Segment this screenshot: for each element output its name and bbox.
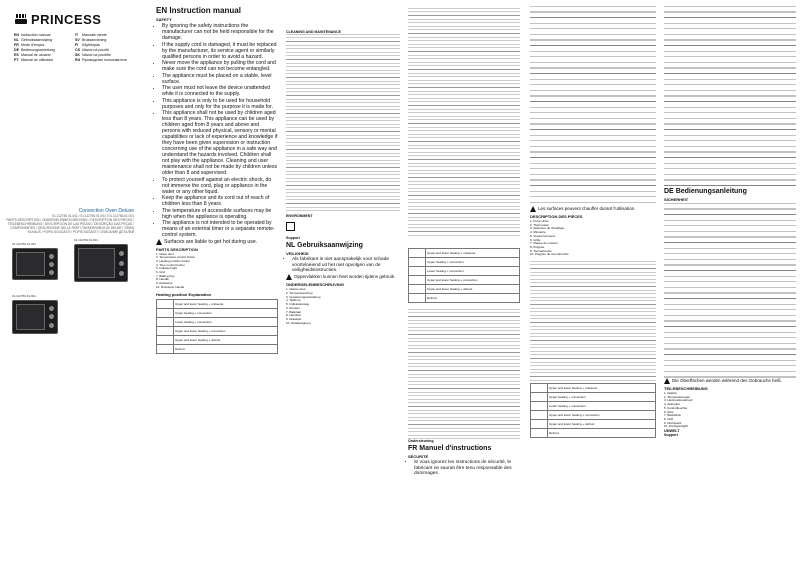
- language-code: PT: [14, 58, 19, 62]
- heating-explanation: Lower heating + convection: [426, 267, 520, 276]
- heating-explanation: Upper and lower heating + convection: [426, 276, 520, 285]
- language-item: [14, 58, 69, 63]
- language-name: Manuale utente: [82, 33, 107, 37]
- part-item: 4. Time control button: [156, 262, 185, 267]
- language-name: Bruksanvisning: [82, 38, 107, 42]
- heating-explanation: Upper heating + convection: [548, 393, 656, 402]
- en-code: EN: [156, 6, 168, 15]
- heating-explanation: Upper and lower heating + convection: [548, 411, 656, 420]
- safety-item: • The temperature of accessible surfaces may be high when the appliance is operating.: [162, 208, 278, 220]
- part-item: 9. Drehspieß: [664, 420, 682, 425]
- language-code: ES: [14, 53, 19, 57]
- part-item: 7. Baking tray: [156, 273, 175, 278]
- heating-row: [531, 420, 656, 429]
- nl-parts-list: [286, 288, 400, 325]
- part-item: 5. Indicator light: [156, 266, 178, 271]
- language-code: RU: [75, 58, 81, 62]
- language-name: Instruction manual: [21, 33, 51, 37]
- part-item: 1. Glazen deur: [286, 287, 306, 292]
- fr-safety-text: [530, 6, 656, 206]
- heating-explanation: Lower heating + convection: [174, 317, 278, 326]
- heating-row: [157, 335, 278, 344]
- heating-explanation: Lower heating + convection: [548, 402, 656, 411]
- warning-text: Surfaces are liable to get hot during use.: [164, 238, 258, 245]
- heating-symbol-cell: [409, 258, 426, 267]
- part-item: 1. Porte vitrée: [530, 219, 549, 223]
- heating-symbol-cell: [157, 335, 174, 344]
- fr-warning: Les surfaces peuvent chauffer durant l'utilisation.: [530, 206, 656, 212]
- safety-item: • The appliance is not intended to be operated by means of an external timer or a separate remote-control system.: [162, 220, 278, 238]
- language-code: SV: [75, 38, 80, 42]
- part-item: 3. Heizpositionsknopf: [664, 398, 693, 403]
- part-item: 2. Thermostat: [530, 222, 549, 227]
- language-name: Mode d'emploi: [21, 43, 45, 47]
- part-item: 2. Temperaturregler: [664, 394, 691, 399]
- language-list: [14, 33, 130, 63]
- heating-row: [409, 276, 520, 285]
- heating-row: [531, 384, 656, 393]
- heating-symbol-cell: [409, 294, 426, 303]
- nl-heading: NL Gebruiksaanwijzing: [286, 242, 363, 249]
- heating-row: [157, 299, 278, 308]
- language-code: FR: [14, 43, 19, 47]
- warning-icon: [286, 274, 292, 280]
- part-item: 10. Rotisserie handle: [156, 284, 185, 289]
- heating-explanation: Defrost: [174, 344, 278, 353]
- oven-image-2: [74, 244, 128, 282]
- language-code: SK: [75, 53, 80, 57]
- model-list: 01.112750.01.001 / 01.112760.01.001 / 01.112766.01.001: [52, 214, 134, 218]
- nl-warning: Oppervlakken kunnen heet worden tijdens gebruik.: [286, 274, 400, 280]
- cleaning-heading: CLEANING AND MAINTENANCE: [286, 30, 341, 34]
- nl-heating-table: [408, 248, 520, 303]
- fr-parts-list: [530, 220, 656, 257]
- warning-icon: [530, 206, 536, 212]
- language-name: Manual de utilizador: [21, 58, 54, 62]
- part-item: 8. Griff: [664, 416, 673, 421]
- nl-body-text: [408, 8, 520, 238]
- part-item: 10. Poignée de tournebroche: [530, 252, 569, 257]
- fr-safety-list: • Si vous ignorez les instructions de sécurité, le fabricant ne saurait être tenu responsable des dommages.: [408, 460, 520, 477]
- nl-continued-column: [404, 0, 524, 575]
- heating-row: [157, 326, 278, 335]
- parts-heading: PARTS DESCRIPTION: [156, 246, 198, 252]
- support-heading: Support: [286, 236, 300, 240]
- de-environment-heading: UMWELT: [664, 429, 680, 434]
- part-item: 4. Tijdknop: [286, 298, 301, 303]
- heating-row: [409, 267, 520, 276]
- heating-row: [409, 249, 520, 258]
- heating-explanation: Upper heating + convection: [174, 308, 278, 317]
- brand-logo: [14, 12, 130, 27]
- nl-cleaning-text: [408, 309, 520, 439]
- heating-explanation: Upper and lower heating + defrost: [174, 335, 278, 344]
- en-body-text: [286, 34, 400, 214]
- safety-item: • The appliance must be placed on a stable, level surface.: [162, 73, 278, 85]
- heating-row: [157, 344, 278, 353]
- safety-item: • This appliance is only to be used for household purposes and only for the purpose it is made for.: [162, 98, 278, 110]
- en-column: [150, 0, 282, 575]
- safety-item: • If the supply cord is damaged, it must be replaced by the manufacturer, its service agent or similarly qualified persons in order to avoid a hazard.: [162, 42, 278, 60]
- en-title: Instruction manual: [169, 6, 241, 15]
- heating-explanation: Upper and lower heating + defrost: [548, 420, 656, 429]
- heating-symbol-cell: [409, 276, 426, 285]
- heating-row: [409, 285, 520, 294]
- brand-name: PRINCESS: [31, 12, 102, 27]
- safety-item: • Keep the appliance and its cord out of reach of children less than 8 years.: [162, 195, 278, 207]
- heating-explanation: Upper and lower heating + rotisserie: [548, 384, 656, 393]
- heating-symbol-cell: [157, 344, 174, 353]
- part-item: 5. Indicatielampje: [286, 302, 310, 307]
- product-name: Convection Oven Deluxe: [78, 208, 134, 214]
- fr-heading: FR Manuel d'instructions: [408, 445, 492, 452]
- environment-heading: ENVIRONMENT: [286, 214, 313, 218]
- figure-label-1: 01.112750.01.001: [12, 242, 36, 246]
- safety-item: • This appliance shall not be used by children aged less than 8 years. This appliance can be used by children aged from 8 years and above and persons with reduced physical, sensory or mental capabilities or lack of experience and knowledge if they have been given supervision or instruction concerning use of the appliance in a safe way and understand the hazards involved. Children shall not play with the appliance. Cleaning and user maintenance shall not be made by children unless older than 8 and supervised.: [162, 110, 278, 176]
- heating-symbol-cell: [409, 249, 426, 258]
- heating-explanation: Defrost: [426, 294, 520, 303]
- safety-item: • By ignoring the safety instructions the manufacturer can not be held responsible for the damage.: [162, 23, 278, 41]
- part-item: 1. Glastür: [664, 391, 678, 395]
- part-item: 1. Glass door: [156, 251, 174, 256]
- warning-icon: [156, 239, 162, 245]
- heating-symbol-cell: [531, 420, 548, 429]
- fr-heating-table: [530, 383, 656, 438]
- safety-item: • The user must not leave the device unattended while it is connected to the supply.: [162, 85, 278, 97]
- heating-symbol-cell: [157, 326, 174, 335]
- part-item: 8. Handle: [156, 277, 169, 282]
- part-item: 4. Zeitregler: [664, 402, 681, 407]
- part-item: 6. Rost: [664, 409, 674, 414]
- part-item: 3. Sélecteur de chauffage: [530, 226, 565, 231]
- nl-parts-heading: ONDERDELENBESCHRIJVING: [286, 282, 345, 288]
- heating-row: [157, 317, 278, 326]
- oven-image-1: [12, 248, 58, 280]
- heating-row: [531, 393, 656, 402]
- part-item: 7. Backblech: [664, 413, 682, 418]
- safety-list: [156, 23, 278, 238]
- nl-support-heading: Ondersteuning: [408, 439, 434, 443]
- language-code: EN: [14, 33, 19, 37]
- heating-symbol-cell: [409, 267, 426, 276]
- en-usage-column: [282, 0, 404, 575]
- part-item: 9. Rotisserie: [156, 281, 173, 286]
- heating-symbol-cell: [531, 393, 548, 402]
- heating-symbol-cell: [531, 411, 548, 420]
- heating-heading: Heating position Explanation: [156, 291, 212, 297]
- heating-row: [409, 258, 520, 267]
- heating-explanation: Upper and lower heating + defrost: [426, 285, 520, 294]
- heating-table: [156, 299, 278, 354]
- fr-column: [524, 0, 660, 575]
- model-numbers: [4, 214, 134, 234]
- part-item: 8. Poignée: [530, 244, 545, 249]
- fr-safety-heading: SÉCURITÉ: [408, 454, 429, 459]
- part-item: 3. Verwarmingsstandknop: [286, 294, 321, 299]
- part-item: 5. Voyant lumineux: [530, 233, 556, 238]
- heating-row: [531, 429, 656, 438]
- de-support-heading: Support: [664, 433, 678, 438]
- part-item: 7. Bakplaat: [286, 309, 302, 314]
- language-name: Gebruiksaanwijzing: [21, 38, 53, 42]
- de-parts-list: [664, 392, 796, 429]
- part-item: 6. Rooster: [286, 305, 300, 310]
- part-item: 4. Minuterie: [530, 230, 546, 235]
- de-parts-heading: TEILEBESCHREIBUNG: [664, 386, 708, 391]
- de-safety-heading: SICHERHEIT: [664, 197, 689, 202]
- safety-item: • To protect yourself against an electric shock, do not immerse the cord, plug or appliance in the water or any other liquid.: [162, 177, 278, 195]
- figure-label-2: 01.112760.01.001: [74, 238, 98, 242]
- de-heading: DE Bedienungsanleitung: [664, 188, 747, 195]
- cover-column: [0, 0, 138, 575]
- heating-row: [531, 411, 656, 420]
- language-code: IT: [75, 33, 79, 37]
- recycle-bin-icon: [286, 222, 295, 231]
- language-name: Manual de usuario: [21, 53, 51, 57]
- heating-row: [157, 308, 278, 317]
- heating-explanation: Defrost: [548, 429, 656, 438]
- heating-symbol-cell: [157, 317, 174, 326]
- part-item: 9. Draaispit: [286, 316, 302, 321]
- safety-heading: SAFETY: [156, 17, 172, 22]
- heating-explanation: Upper and lower heating + convection: [174, 326, 278, 335]
- heating-symbol-cell: [531, 402, 548, 411]
- part-item: 6. Grid: [156, 270, 166, 275]
- nl-safety-list: • Als fabrikant is niet aansprakelijk voor schade voortvloeiend uit het niet opvolgen van de veiligheidsinstructies.: [286, 257, 400, 274]
- language-name: Návod na použití: [82, 48, 109, 52]
- language-code: NL: [14, 38, 19, 42]
- parts-description-title: PARTS DESCRIPTION / ONDERDELENBESCHRIJVING / DESCRIPTION DES PIÈCES / TEILEBESCHREIBUNG / DESCRIPCIÓN DE LAS PIEZAS / DESCRIÇÃO DAS PEÇAS / COMPONENTES / DESCRIZIONE DELLE PARTI / BESKRIVNING AV DELAR / OSIEN KUVAUS / POPIS SOUČÁSTÍ / POPIS SÚČASTÍ / ОПИСАНИЕ ДЕТАЛЕЙ: [6, 218, 134, 234]
- language-name: Käyttöopas: [82, 43, 100, 47]
- fr-parts-heading: DESCRIPTION DES PIÈCES: [530, 214, 583, 219]
- part-item: 2. Temperature control button: [156, 255, 196, 260]
- fr-body-text: [530, 261, 656, 381]
- en-heading: [156, 6, 278, 15]
- heating-explanation: Upper and lower heating + rotisserie: [426, 249, 520, 258]
- part-item: 7. Plaque de cuisson: [530, 241, 558, 246]
- heating-symbol-cell: [157, 308, 174, 317]
- hot-surface-warning: [156, 239, 278, 245]
- part-item: 5. Kontrollleuchte: [664, 405, 688, 410]
- heating-symbol-cell: [157, 299, 174, 308]
- language-code: CS: [75, 48, 80, 52]
- parts-list: [156, 253, 278, 290]
- oven-image-3: [12, 300, 58, 334]
- language-item: [75, 58, 130, 63]
- part-item: 10. Drehspießgriff: [664, 424, 688, 429]
- part-item: 6. Grille: [530, 237, 541, 242]
- nl-safety-heading: VEILIGHEID: [286, 251, 309, 256]
- language-code: FI: [75, 43, 79, 47]
- language-name: Návod na použitie: [82, 53, 111, 57]
- safety-item: • Never move the appliance by pulling the cord and make sure the cord can not become entangled.: [162, 60, 278, 72]
- language-name: Bedienungsanleitung: [21, 48, 55, 52]
- heating-explanation: Upper and lower heating + rotisserie: [174, 299, 278, 308]
- heating-row: [409, 294, 520, 303]
- de-safety-text: [664, 203, 796, 378]
- part-item: 3. Heating position button: [156, 258, 191, 263]
- heating-symbol-cell: [531, 429, 548, 438]
- crown-icon: [14, 14, 28, 25]
- language-name: Руководство пользователя: [82, 58, 127, 62]
- language-code: DE: [14, 48, 19, 52]
- heating-row: [531, 402, 656, 411]
- part-item: 10. Draaispitgreep: [286, 320, 311, 325]
- fr-continued-text: [664, 6, 796, 186]
- heating-explanation: Upper heating + convection: [426, 258, 520, 267]
- warning-icon: [664, 378, 670, 384]
- de-warning: Die Oberflächen werden während des Gebrauchs heiß.: [664, 378, 796, 384]
- part-item: 9. Tournebroche: [530, 248, 552, 253]
- part-item: 2. Temperatuurknop: [286, 290, 313, 295]
- part-item: 8. Handvat: [286, 313, 301, 318]
- heating-symbol-cell: [531, 384, 548, 393]
- figure-label-3: 01.112766.01.001: [12, 294, 36, 298]
- de-column: [660, 0, 800, 575]
- heating-symbol-cell: [409, 285, 426, 294]
